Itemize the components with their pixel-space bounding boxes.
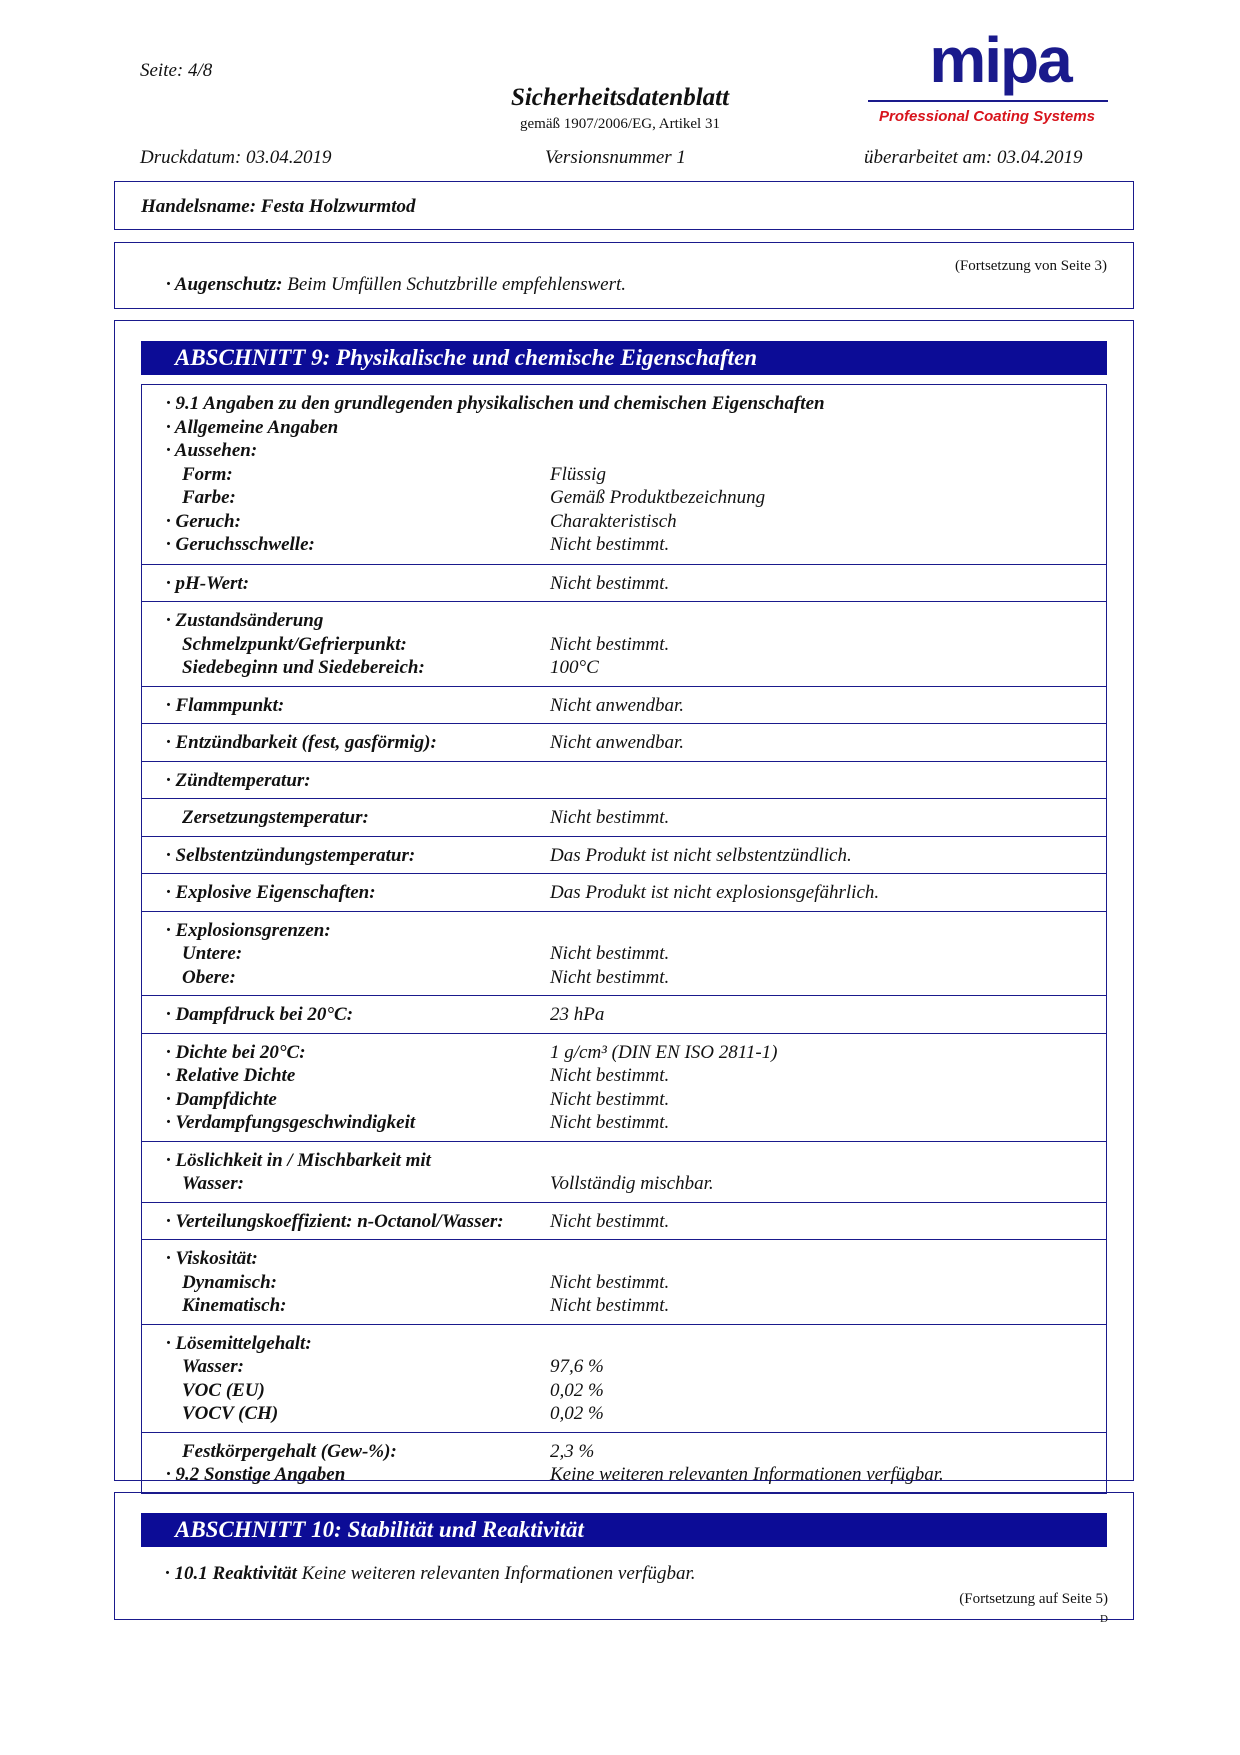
property-label: · Verteilungskoeffizient: n-Octanol/Wasser:: [166, 1210, 504, 1232]
property-label: · Geruchsschwelle:: [166, 534, 315, 555]
property-group: [142, 995, 1106, 1033]
property-value: 100°C: [550, 657, 599, 678]
continuation-next-note: (Fortsetzung auf Seite 5): [959, 1591, 1108, 1607]
property-value: Gemäß Produktbezeichnung: [550, 487, 766, 508]
print-date: Druckdatum: 03.04.2019: [140, 147, 332, 168]
property-label: · Zustandsänderung: [166, 610, 324, 631]
property-label: · 9.1 Angaben zu den grundlegenden physikalischen und chemischen Eigenschaften: [166, 393, 825, 414]
property-group: [142, 836, 1106, 874]
property-group: [142, 873, 1106, 911]
trade-name-box: [114, 181, 1134, 230]
property-value: 0,02 %: [550, 1403, 604, 1424]
property-label: · Explosive Eigenschaften:: [166, 882, 376, 903]
property-value: Nicht bestimmt.: [550, 534, 670, 555]
property-group: [142, 686, 1106, 724]
continuation-box: [114, 242, 1134, 309]
eye-protection: [166, 273, 626, 296]
property-value: Flüssig: [550, 463, 606, 485]
property-value: 97,6 %: [550, 1356, 604, 1377]
property-value: Vollständig mischbar.: [550, 1173, 714, 1194]
property-label: · Zündtemperatur:: [166, 769, 311, 791]
property-value: Nicht bestimmt.: [550, 1112, 670, 1133]
property-group: [142, 1324, 1106, 1432]
property-label: · Viskosität:: [166, 1248, 258, 1269]
property-group: [142, 761, 1106, 799]
property-label: · Dampfdruck bei 20°C:: [166, 1004, 354, 1025]
page-number: Seite: 4/8: [140, 60, 213, 81]
property-value: Nicht anwendbar.: [550, 732, 685, 753]
property-label: Zersetzungstemperatur:: [182, 807, 369, 828]
property-label: Untere:: [182, 943, 243, 964]
property-group: [142, 1432, 1106, 1493]
property-value: Keine weiteren relevanten Informationen verfügbar.: [550, 1464, 944, 1485]
property-value: Nicht bestimmt.: [550, 966, 670, 988]
reactivity-text: Keine weiteren relevanten Informationen verfügbar.: [301, 1563, 696, 1584]
property-label: · Dampfdichte: [166, 1088, 277, 1110]
property-group: [142, 601, 1106, 686]
property-label: · Verdampfungsgeschwindigkeit: [166, 1112, 416, 1133]
property-value: Nicht bestimmt.: [550, 1295, 670, 1316]
property-group: [142, 1141, 1106, 1202]
property-label: Festkörpergehalt (Gew-%):: [182, 1440, 397, 1462]
property-value: Nicht bestimmt.: [550, 633, 670, 655]
revision-date: überarbeitet am: 03.04.2019: [864, 147, 1083, 168]
property-value: 1 g/cm³ (DIN EN ISO 2811-1): [550, 1041, 778, 1063]
property-label: Schmelzpunkt/Gefrierpunkt:: [182, 633, 407, 655]
eye-protection-text: Beim Umfüllen Schutzbrille empfehlenswert.: [287, 274, 627, 295]
property-label: · Flammpunkt:: [166, 694, 285, 716]
property-label: · Entzündbarkeit (fest, gasförmig):: [166, 732, 437, 753]
property-label: · Löslichkeit in / Mischbarkeit mit: [166, 1149, 431, 1171]
language-marker: D: [1100, 1613, 1108, 1625]
property-group: [142, 1239, 1106, 1324]
property-value: Nicht bestimmt.: [550, 1210, 670, 1232]
property-label: VOC (EU): [182, 1379, 265, 1401]
version-number: Versionsnummer 1: [545, 147, 686, 168]
property-label: VOCV (CH): [182, 1403, 279, 1424]
mipa-logo: mipa: [929, 24, 1071, 96]
property-group: [142, 564, 1106, 602]
property-label: Wasser:: [182, 1173, 244, 1194]
property-label: Dynamisch:: [182, 1271, 277, 1293]
property-value: Nicht bestimmt.: [550, 1065, 670, 1086]
reactivity: [165, 1562, 696, 1585]
property-label: · Lösemittelgehalt:: [166, 1332, 312, 1354]
property-value: Nicht bestimmt.: [550, 943, 670, 964]
property-group: [142, 1033, 1106, 1141]
property-group: [142, 385, 1106, 564]
property-value: Nicht bestimmt.: [550, 1088, 670, 1110]
property-group: [142, 911, 1106, 996]
property-value: Nicht bestimmt.: [550, 807, 670, 828]
property-label: · Aussehen:: [166, 440, 258, 461]
property-value: Nicht bestimmt.: [550, 572, 670, 594]
property-group: [142, 723, 1106, 761]
property-label: · Geruch:: [166, 510, 241, 532]
property-label: · 9.2 Sonstige Angaben: [166, 1464, 346, 1485]
property-label: Obere:: [182, 966, 236, 988]
property-value: Das Produkt ist nicht explosionsgefährlich.: [550, 882, 880, 903]
property-label: Farbe:: [182, 487, 236, 508]
property-value: Charakteristisch: [550, 510, 677, 532]
property-label: Wasser:: [182, 1356, 244, 1377]
property-group: [142, 798, 1106, 836]
eye-protection-label: · Augenschutz:: [166, 274, 283, 295]
property-label: · Allgemeine Angaben: [166, 416, 339, 438]
property-label: · pH-Wert:: [166, 572, 250, 594]
property-value: Das Produkt ist nicht selbstentzündlich.: [550, 844, 852, 866]
continuation-note: (Fortsetzung von Seite 3): [954, 258, 1107, 274]
property-label: · Selbstentzündungstemperatur:: [166, 844, 416, 866]
property-value: Nicht bestimmt.: [550, 1271, 670, 1293]
property-group: [142, 1202, 1106, 1240]
property-label: · Dichte bei 20°C:: [166, 1041, 306, 1063]
reactivity-label: · 10.1 Reaktivität: [165, 1563, 297, 1584]
property-value: Nicht anwendbar.: [550, 694, 685, 716]
section-9-table: [141, 384, 1107, 1494]
logo-tagline: Professional Coating Systems: [879, 108, 1095, 125]
logo-divider: [868, 100, 1108, 102]
property-value: 2,3 %: [550, 1440, 595, 1462]
property-label: Kinematisch:: [182, 1295, 287, 1316]
property-label: Form:: [182, 463, 233, 485]
property-label: Siedebeginn und Siedebereich:: [182, 657, 425, 678]
property-value: 0,02 %: [550, 1379, 604, 1401]
section-10-title: ABSCHNITT 10: Stabilität und Reaktivität: [141, 1513, 1107, 1547]
property-value: 23 hPa: [550, 1004, 605, 1025]
document-subtitle: gemäß 1907/2006/EG, Artikel 31: [520, 116, 720, 132]
trade-name: Handelsname: Festa Holzwurmtod: [141, 196, 416, 217]
document-title: Sicherheitsdatenblatt: [510, 84, 730, 111]
property-label: · Explosionsgrenzen:: [166, 919, 331, 941]
property-label: · Relative Dichte: [166, 1065, 296, 1086]
section-9-title: ABSCHNITT 9: Physikalische und chemische Eigenschaften: [141, 341, 1107, 375]
